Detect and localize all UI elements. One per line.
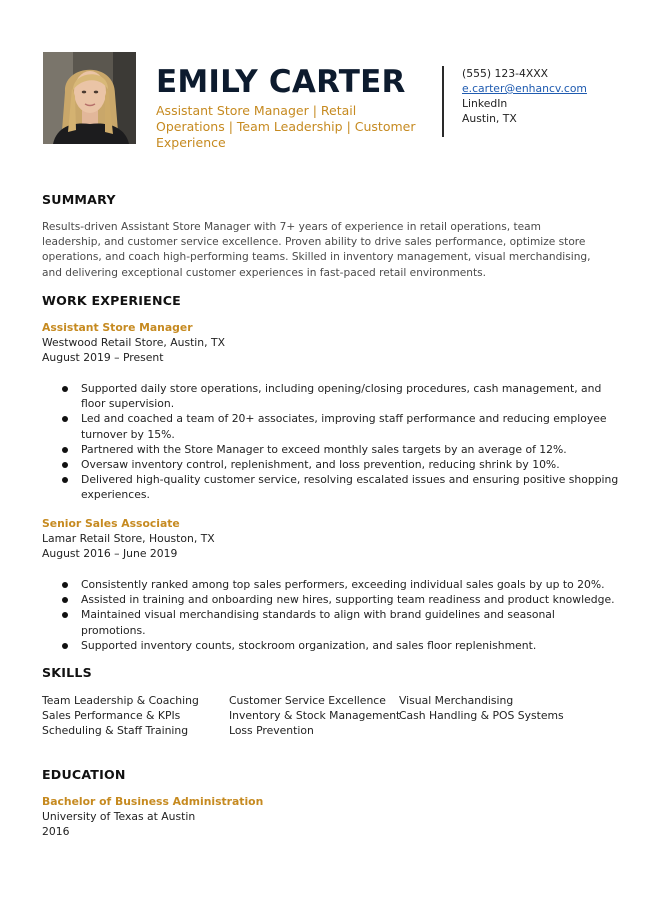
- contact-block: [462, 66, 587, 126]
- skills-column-2: [229, 693, 400, 739]
- contact-email-link[interactable]: e.carter@enhancv.com: [462, 82, 587, 95]
- skill-item: Visual Merchandising: [399, 694, 514, 707]
- skills-heading: SKILLS: [42, 665, 92, 680]
- job-1-dates: August 2019 – Present: [42, 351, 164, 364]
- job-2-bullet: Supported inventory counts, stockroom organization, and sales floor replenishment.: [42, 638, 622, 653]
- skill-item: Cash Handling & POS Systems: [399, 709, 564, 723]
- header-divider: [442, 66, 444, 137]
- education-heading: EDUCATION: [42, 767, 126, 782]
- skills-column-1: [42, 693, 199, 739]
- education-year: 2016: [42, 825, 70, 838]
- contact-location: Austin, TX: [462, 112, 517, 125]
- summary-text: Results-driven Assistant Store Manager with 7+ years of experience in retail operations, team leadership, and customer service excellence. Proven ability to drive sales performance, optimize store operations, and coach high-performing teams. Skilled in inventory management, visual merchandising, and delivering exceptional customer experiences in fast-paced retail environments.: [42, 221, 591, 279]
- skill-item: Sales Performance & KPIs: [42, 709, 181, 723]
- job-2-bullet: Assisted in training and onboarding new hires, supporting team readiness and product knowledge.: [42, 592, 622, 607]
- profile-photo: [43, 52, 136, 144]
- skill-item: Loss Prevention: [229, 724, 314, 738]
- candidate-headline: Assistant Store Manager | Retail Operations | Team Leadership | Customer Experience: [156, 103, 416, 150]
- job-1-bullets: [42, 381, 622, 503]
- experience-heading: WORK EXPERIENCE: [42, 293, 181, 308]
- job-2-bullets: [42, 577, 622, 653]
- skills-column-3: [399, 693, 564, 723]
- job-1-bullet: Supported daily store operations, including opening/closing procedures, cash management, and floor supervision.: [42, 381, 622, 411]
- job-1-bullet: Delivered high-quality customer service, resolving escalated issues and ensuring positive shopping experiences.: [42, 472, 622, 502]
- job-1-role: Assistant Store Manager: [42, 321, 193, 334]
- job-1-bullet: Oversaw inventory control, replenishment, and loss prevention, reducing shrink by 10%.: [42, 457, 622, 472]
- job-2-bullet: Consistently ranked among top sales performers, exceeding individual sales goals by up to 20%.: [42, 577, 622, 592]
- education-school: University of Texas at Austin: [42, 810, 196, 823]
- candidate-name: EMILY CARTER: [156, 64, 406, 100]
- skill-item: Scheduling & Staff Training: [42, 724, 189, 738]
- job-1-company: Westwood Retail Store, Austin, TX: [42, 336, 225, 349]
- education-degree: Bachelor of Business Administration: [42, 795, 264, 808]
- contact-phone: (555) 123-4XXX: [462, 67, 549, 80]
- summary-heading: SUMMARY: [42, 192, 116, 207]
- skill-item: Team Leadership & Coaching: [42, 694, 199, 707]
- job-2-role: Senior Sales Associate: [42, 517, 180, 530]
- job-1-bullet: Led and coached a team of 20+ associates, improving staff performance and reducing employee turnover by 15%.: [42, 411, 622, 441]
- skill-item: Customer Service Excellence: [229, 694, 386, 707]
- job-2-bullet: Maintained visual merchandising standards to align with brand guidelines and seasonal promotions.: [42, 607, 622, 637]
- job-2-dates: August 2016 – June 2019: [42, 547, 178, 560]
- skill-item: Inventory & Stock Management: [229, 709, 401, 723]
- contact-linkedin-link[interactable]: LinkedIn: [462, 97, 508, 110]
- job-2-company: Lamar Retail Store, Houston, TX: [42, 532, 215, 545]
- job-1-bullet: Partnered with the Store Manager to exceed monthly sales targets by an average of 12%.: [42, 442, 622, 457]
